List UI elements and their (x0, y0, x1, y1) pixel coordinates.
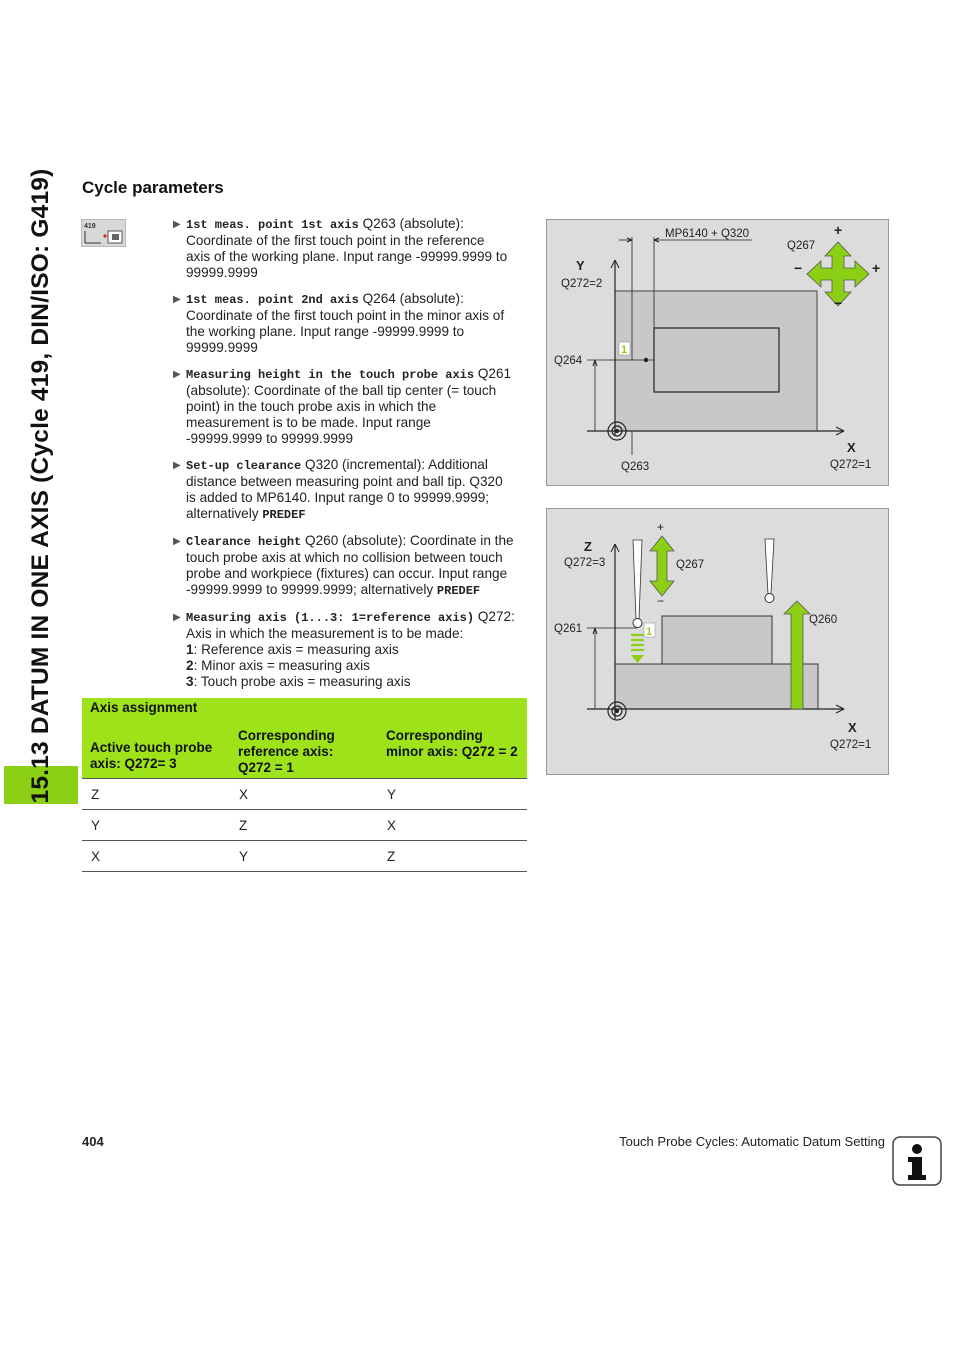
bullet-arrow-icon: ▶ (173, 219, 181, 230)
table-row: X Y Z (82, 841, 527, 872)
label-q272-1: Q272=1 (830, 739, 872, 751)
page-number: 404 (82, 1134, 104, 1149)
table-caption: Axis assignment (82, 698, 527, 720)
column-header: Corresponding reference axis: Q272 = 1 (230, 720, 378, 779)
svg-text:−: − (794, 260, 803, 276)
param-name: 1st meas. point 2nd axis (186, 293, 359, 307)
table-row: Z X Y (82, 779, 527, 810)
svg-text:1: 1 (621, 344, 628, 356)
svg-text:+: + (657, 520, 665, 534)
bullet-arrow-icon: ▶ (173, 460, 181, 471)
column-header: Active touch probe axis: Q272= 3 (82, 720, 230, 779)
label-q267: Q267 (787, 240, 816, 252)
param-q272: ▶ Measuring axis (1...3: 1=reference axis) Q272: Axis in which the measurement is to be made: 1: Reference axis = measuring axis 2: Minor axis = measuring axis 3: Touch probe axis = measuring axis (172, 609, 526, 690)
up-down-arrow-icon (650, 536, 674, 596)
predef-keyword: PREDEF (262, 508, 306, 522)
option-3: 3: Touch probe axis = measuring axis (186, 674, 411, 689)
label-q272-3: Q272=3 (564, 557, 606, 569)
option-2: 2: Minor axis = measuring axis (186, 658, 370, 673)
label-x-axis: X (848, 720, 857, 735)
svg-text:−: − (657, 594, 665, 608)
svg-text:−: − (834, 295, 843, 311)
label-z-axis: Z (584, 539, 592, 554)
info-icon (892, 1136, 942, 1186)
label-y-axis: Y (576, 258, 585, 273)
footer-title: Touch Probe Cycles: Automatic Datum Setting (619, 1134, 885, 1149)
touch-probe-icon (631, 540, 644, 663)
label-q263: Q263 (621, 461, 650, 473)
chapter-title: 15.13 DATUM IN ONE AXIS (Cycle 419, DIN/ISO: G419) (27, 168, 54, 804)
param-q320: ▶ Set-up clearance Q320 (incremental): Additional distance between measuring point and ball tip. Q320 is added to MP6140. Input range 0 to 99999.9999; alternatively PREDEF (173, 457, 503, 522)
label-mp6140-q320: MP6140 + Q320 (665, 228, 750, 240)
label-q261: Q261 (554, 623, 583, 635)
label-q267: Q267 (676, 559, 705, 571)
axis-assignment-table (82, 698, 527, 872)
param-name: Measuring axis (1...3: 1=reference axis) (186, 611, 475, 625)
diagram-side-view (546, 508, 889, 775)
label-x-axis: X (847, 440, 856, 455)
cycle-icon-number: 419 (84, 223, 96, 230)
table-row: Y Z X (82, 810, 527, 841)
section-heading: Cycle parameters (82, 178, 224, 197)
bullet-arrow-icon: ▶ (173, 369, 181, 380)
label-q272-1: Q272=1 (830, 459, 872, 471)
chapter-tab (4, 168, 78, 804)
parameter-list (172, 216, 526, 700)
svg-text:+: + (834, 222, 843, 238)
touch-probe-icon (765, 539, 774, 603)
label-q272-2: Q272=2 (561, 278, 603, 290)
param-q261: ▶ Measuring height in the touch probe axis Q261 (absolute): Coordinate of the ball tip center (= touch point) in the touch probe axis in which the measurement is to be made. Input range -99999.9999 to 99999.9999 (173, 366, 512, 446)
param-q264: ▶ 1st meas. point 2nd axis Q264 (absolute): Coordinate of the first touch point in the minor axis of the working plane. Input range -99999.9999 to 99999.9999 (173, 291, 505, 355)
param-name: Measuring height in the touch probe axis (186, 368, 475, 382)
label-q260: Q260 (809, 614, 838, 626)
param-name: 1st meas. point 1st axis (186, 218, 359, 232)
cycle-419-icon (81, 219, 126, 247)
label-q264: Q264 (554, 355, 583, 367)
option-1: 1: Reference axis = measuring axis (186, 642, 399, 657)
bullet-arrow-icon: ▶ (173, 294, 181, 305)
column-header: Corresponding minor axis: Q272 = 2 (378, 720, 527, 779)
diagram-top-view (546, 219, 889, 486)
bullet-arrow-icon: ▶ (173, 612, 181, 623)
param-q260: ▶ Clearance height Q260 (absolute): Coordinate in the touch probe axis at which no collision between touch probe and workpiece (fixtures) can occur. Input range -99999.9999 to 99999.9999; alternatively PREDEF (173, 533, 514, 598)
bullet-arrow-icon: ▶ (173, 536, 181, 547)
svg-text:1: 1 (646, 626, 653, 638)
svg-text:+: + (872, 260, 881, 276)
param-q263: ▶ 1st meas. point 1st axis Q263 (absolute): Coordinate of the first touch point in the reference axis of the working plane. Input range -99999.9999 to 99999.9999 (173, 216, 508, 280)
predef-keyword: PREDEF (436, 584, 481, 598)
param-name: Set-up clearance (186, 459, 302, 473)
param-name: Clearance height (186, 535, 302, 549)
